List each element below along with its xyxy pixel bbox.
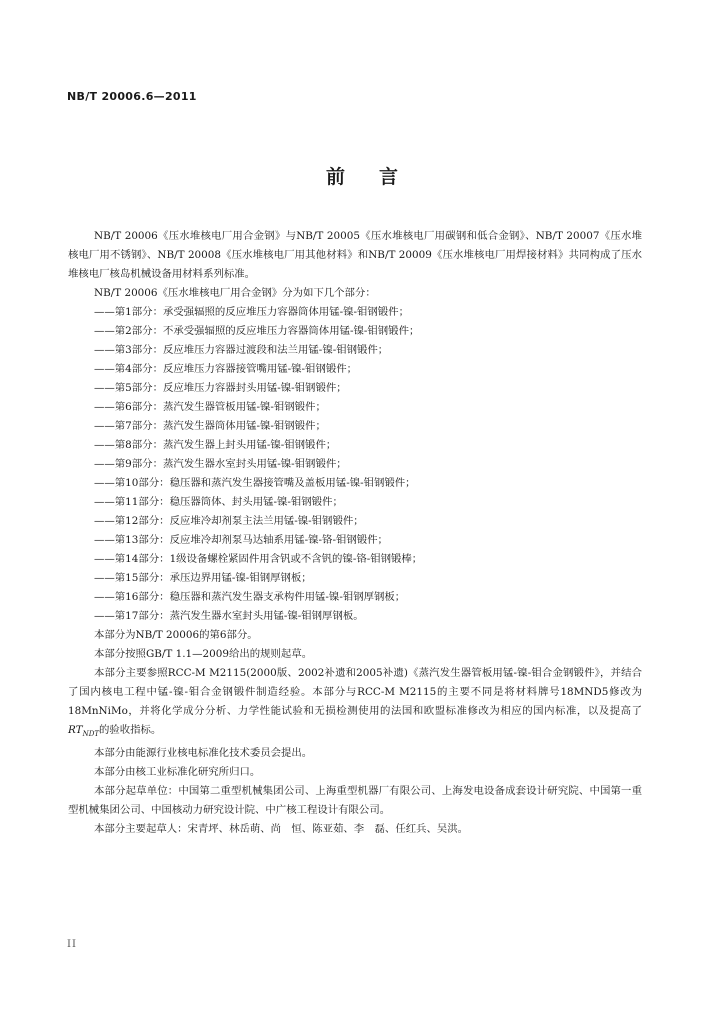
standard-code: NB/T 20006.6—2011 — [67, 90, 197, 103]
rt-symbol: RT — [68, 724, 83, 736]
list-item: ——第9部分：蒸汽发生器水室封头用锰-镍-钼钢锻件； — [94, 458, 347, 470]
list-item: ——第10部分：稳压器和蒸汽发生器接管嘴及盖板用锰-镍-钼钢锻件； — [94, 477, 416, 489]
list-item: ——第8部分：蒸汽发生器上封头用锰-镍-钼钢锻件； — [94, 439, 337, 451]
list-item: ——第2部分：不承受强辐照的反应堆压力容器筒体用锰-镍-钼钢锻件； — [94, 325, 420, 337]
list-item: ——第17部分：蒸汽发生器水室封头用锰-镍-钼钢厚钢板。 — [94, 610, 364, 622]
closing-paragraph: 本部分起草单位：中国第二重型机械集团公司、上海重型机器厂有限公司、上海发电设备成套设计研究院、中国第一重型机械集团公司、中国核动力研究设计院、中广核工程设计有限公司。 — [68, 785, 642, 817]
list-item: ——第14部分：1级设备螺栓紧固件用含钒或不含钒的镍-铬-钼钢锻棒； — [94, 553, 423, 565]
list-item: ——第4部分：反应堆压力容器接管嘴用锰-镍-钼钢锻件； — [94, 363, 358, 375]
list-item: ——第12部分：反应堆冷却剂泵主法兰用锰-镍-钼钢锻件； — [94, 515, 364, 527]
reference-text: 本部分主要参照RCC-M M2115(2000版、2002补遗和2005补遗)《蒸汽发生器管板用锰-镍-钼合金钢锻件》，并结合了国内核电工程中锰-镍-钼合金钢锻件制造经验。本部分与RCC-M M2115的主要不同是将材料牌号18MND5修改为18MnNiMo，并将化学成分分析、力学性能试验和无损检测使用的法国和欧盟标准修改为相应的国内标准，以及提高了 — [68, 667, 642, 717]
list-item: ——第16部分：稳压器和蒸汽发生器支承构件用锰-镍-钼钢厚钢板； — [94, 591, 406, 603]
list-item: ——第6部分：蒸汽发生器管板用锰-镍-钼钢锻件； — [94, 401, 326, 413]
body-paragraph: 本部分为NB/T 20006的第6部分。 — [94, 629, 258, 641]
list-item: ——第5部分：反应堆压力容器封头用锰-镍-钼钢锻件； — [94, 382, 347, 394]
closing-paragraph: 本部分由核工业标准化研究所归口。 — [94, 766, 261, 779]
page-title: 前言 — [325, 166, 432, 188]
closing-paragraph: 本部分由能源行业核电标准化技术委员会提出。 — [94, 747, 313, 760]
reference-text-end: 的验收指标。 — [98, 724, 162, 736]
list-item: ——第7部分：蒸汽发生器筒体用锰-镍-钼钢锻件； — [94, 420, 326, 432]
list-item: ——第13部分：反应堆冷却剂泵马达轴系用锰-镍-铬-钼钢锻件； — [94, 534, 388, 546]
closing-paragraph: 本部分主要起草人：宋青坪、林岳萌、尚 恒、陈亚茹、李 磊、任红兵、吴洪。 — [94, 823, 469, 836]
document-body — [68, 227, 642, 839]
intro-paragraph: NB/T 20006《压水堆核电厂用合金钢》与NB/T 20005《压水堆核电厂用碳钢和低合金钢》、NB/T 20007《压水堆核电厂用不锈钢》、NB/T 20008《压水堆核电厂用其他材料》和NB/T 20009《压水堆核电厂用焊接材料》共同构成了压水堆核电厂核岛机械设备用材料系列标准。 — [68, 230, 642, 280]
list-item: ——第11部分：稳压器筒体、封头用锰-镍-钼钢锻件； — [94, 496, 343, 508]
intro-paragraph: NB/T 20006《压水堆核电厂用合金钢》分为如下几个部分： — [94, 287, 376, 299]
reference-paragraph — [68, 664, 642, 744]
page-number: II — [67, 939, 77, 950]
list-item: ——第1部分：承受强辐照的反应堆压力容器筒体用锰-镍-钼钢锻件； — [94, 306, 409, 318]
ndt-subscript: NDT — [82, 730, 99, 739]
list-item: ——第3部分：反应堆压力容器过渡段和法兰用锰-镍-钼钢锻件； — [94, 344, 389, 356]
list-item: ——第15部分：承压边界用锰-镍-钼钢厚钢板； — [94, 572, 312, 584]
body-paragraph: 本部分按照GB/T 1.1—2009给出的规则起草。 — [94, 648, 313, 660]
